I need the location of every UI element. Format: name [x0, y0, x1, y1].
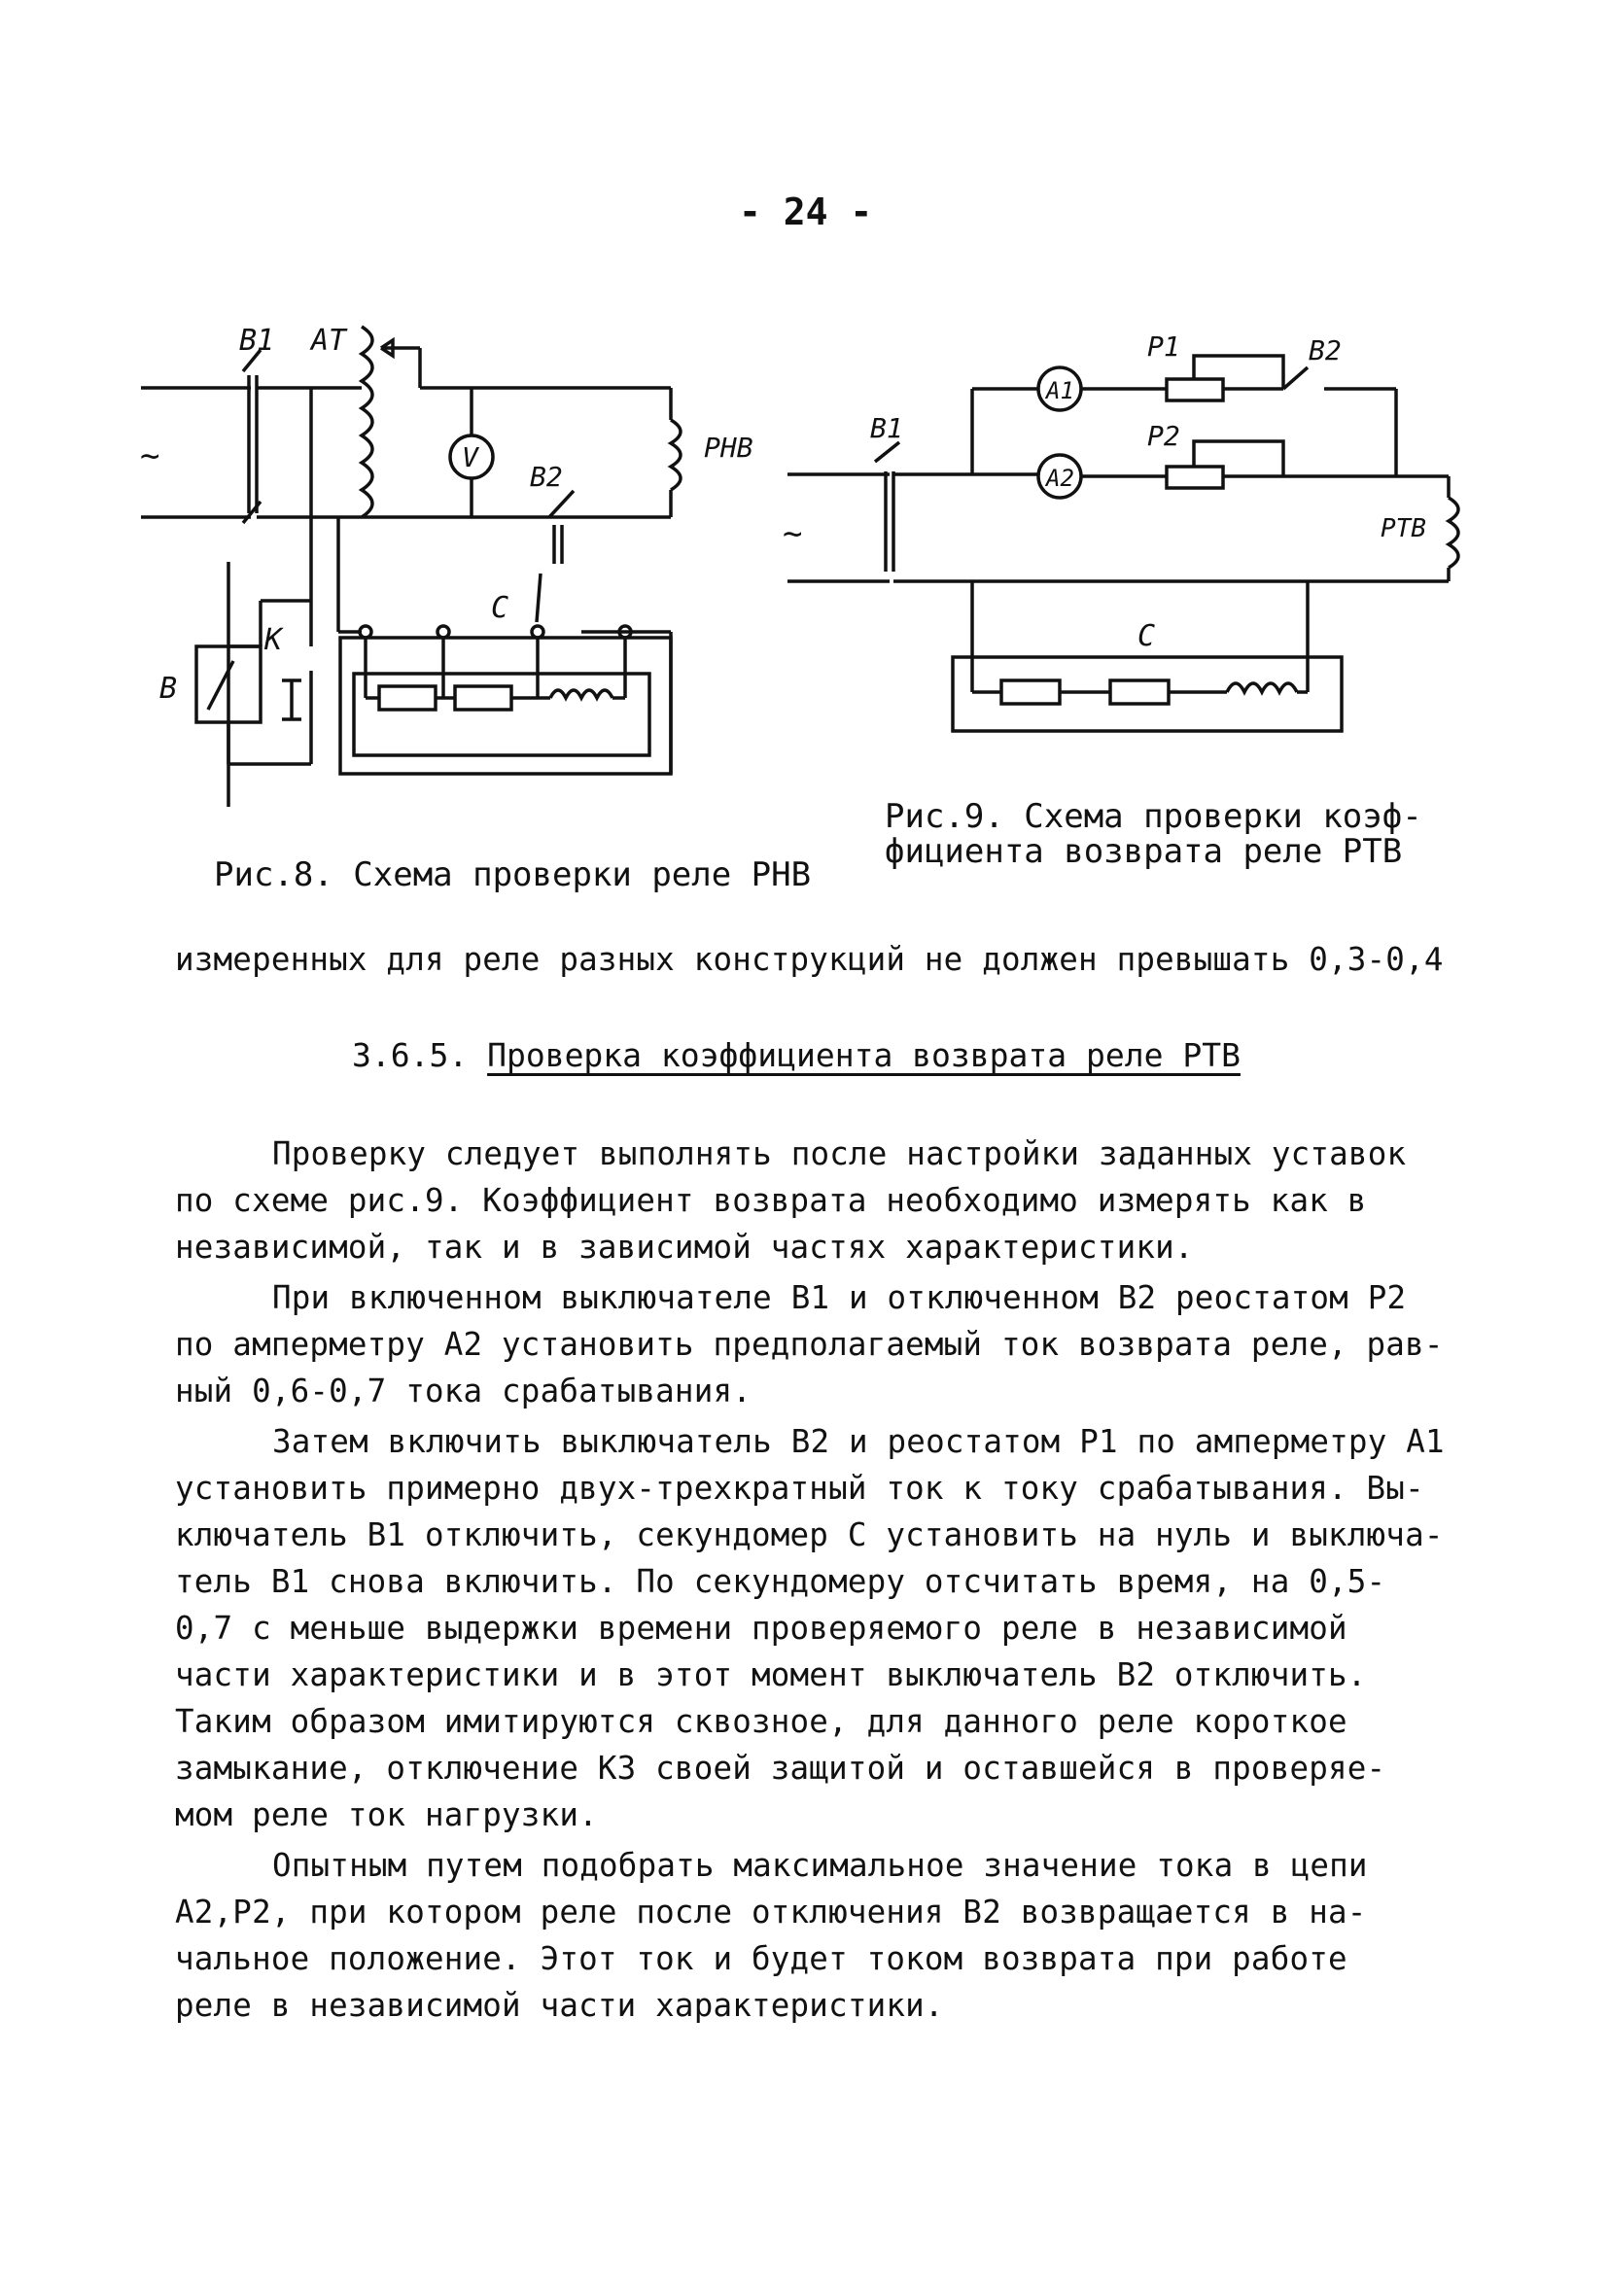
- paragraph-line: ключатель B1 отключить, секундомер С установить на нуль и выключа-: [175, 1516, 1444, 1553]
- paragraph-line: Проверку следует выполнять после настройки заданных уставок: [272, 1135, 1407, 1172]
- fig8-label-at: AT: [311, 324, 347, 358]
- paragraph-line: При включенном выключателе B1 и отключенном B2 реостатом P2: [272, 1279, 1407, 1316]
- fig9-label-a1: A1: [1046, 377, 1074, 404]
- paragraph-line: по амперметру A2 установить предполагаемый ток возврата реле, рав-: [175, 1326, 1444, 1363]
- section-title: Проверка коэффициента возврата реле РТВ: [487, 1036, 1241, 1074]
- paragraph-line: чальное положение. Этот ток и будет током возврата при работе: [175, 1940, 1347, 1977]
- paragraph-line: ный 0,6-0,7 тока срабатывания.: [175, 1373, 752, 1409]
- fig8-label-b: B: [159, 672, 178, 706]
- paragraph-line: Затем включить выключатель B2 и реостатом P1 по амперметру A1: [272, 1423, 1445, 1460]
- paragraph-line: замыкание, отключение КЗ своей защитой и оставшейся в проверяе-: [175, 1750, 1386, 1787]
- figure-9-caption-line: Рис.9. Схема проверки коэф-: [885, 797, 1422, 836]
- paragraph-line: части характеристики и в этот момент выключатель B2 отключить.: [175, 1656, 1367, 1693]
- fig9-label-p1: P1: [1147, 330, 1180, 363]
- figure-9-caption-line: фициента возврата реле РТВ: [885, 832, 1403, 871]
- fig9-label-b2: B2: [1309, 334, 1342, 366]
- fig8-label-b2: B2: [530, 461, 563, 493]
- fig9-label-c: C: [1137, 619, 1156, 653]
- fig8-label-phb: PHB: [704, 432, 753, 464]
- fig8-label-v: V: [462, 441, 478, 473]
- paragraph-line: мом реле ток нагрузки.: [175, 1796, 598, 1833]
- fig8-label-k: K: [264, 623, 283, 657]
- paragraph-line: Таким образом имитируются сквозное, для данного реле короткое: [175, 1703, 1347, 1740]
- section-heading: [352, 1036, 1241, 1074]
- continuation-line: измеренных для реле разных конструкций не должен превышать 0,3-0,4: [175, 941, 1444, 978]
- paragraph-line: независимой, так и в зависимой частях характеристики.: [175, 1229, 1194, 1266]
- section-number: 3.6.5.: [352, 1036, 469, 1074]
- fig8-label-tilde: ~: [140, 436, 160, 475]
- paragraph-line: установить примерно двух-трехкратный ток к току срабатывания. Вы-: [175, 1470, 1424, 1507]
- fig9-label-p2: P2: [1147, 420, 1180, 452]
- page-number: - 24 -: [739, 191, 873, 233]
- figure-9-caption: [885, 799, 1422, 869]
- paragraph-line: Опытным путем подобрать максимальное значение тока в цепи: [272, 1847, 1368, 1884]
- fig8-label-c: C: [491, 591, 509, 625]
- paragraph-line: по схеме рис.9. Коэффициент возврата необходимо измерять как в: [175, 1182, 1367, 1219]
- fig9-label-b1: B1: [870, 412, 903, 444]
- paragraph-line: 0,7 с меньше выдержки времени проверяемого реле в независимой: [175, 1610, 1347, 1647]
- fig9-label-ptb: PTB: [1381, 514, 1426, 543]
- paragraph-line: A2,P2, при котором реле после отключения B2 возвращается в на-: [175, 1894, 1367, 1931]
- paragraph-line: тель B1 снова включить. По секундомеру отсчитать время, на 0,5-: [175, 1563, 1386, 1600]
- fig9-label-tilde: ~: [783, 514, 803, 553]
- fig9-label-a2: A2: [1046, 465, 1074, 492]
- paragraph-line: реле в независимой части характеристики.: [175, 1987, 944, 2024]
- fig8-label-b1: B1: [239, 324, 275, 358]
- figure-8-caption: Рис.8. Схема проверки реле РНВ: [214, 855, 812, 894]
